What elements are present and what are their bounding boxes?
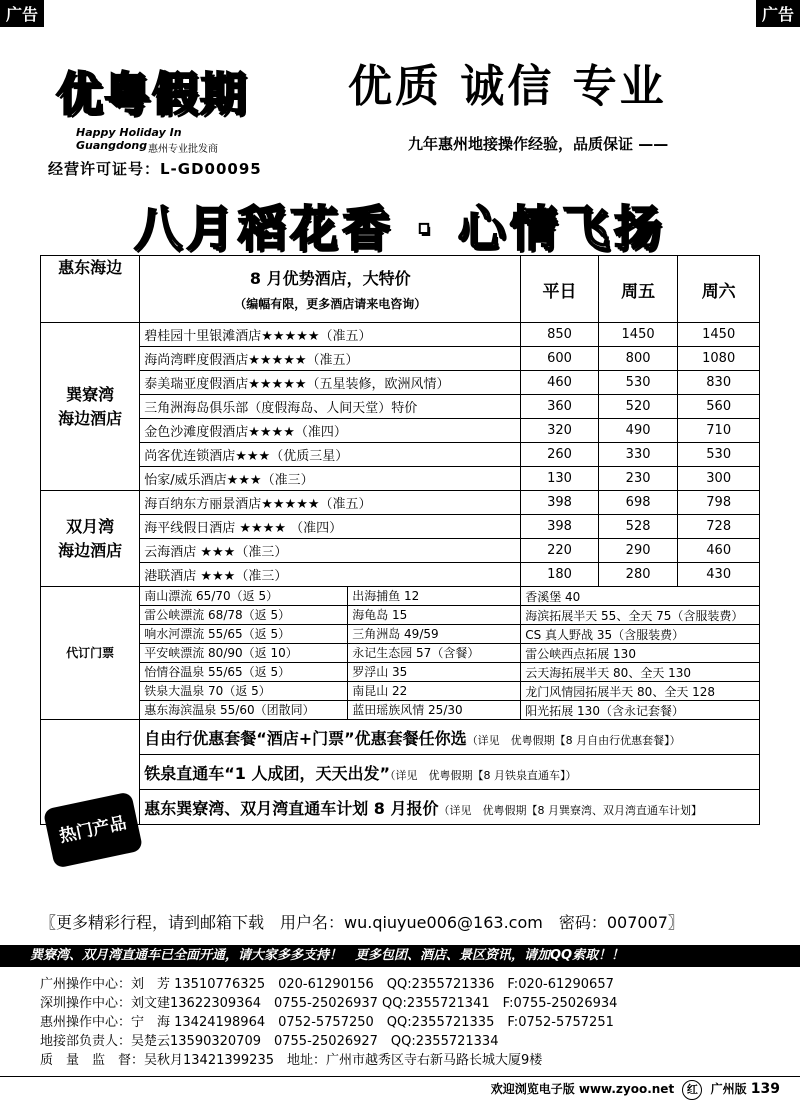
price-friday: 800	[598, 347, 678, 371]
page-number: 139	[750, 1081, 780, 1097]
promo-item	[140, 790, 760, 825]
hotel-name: 海百纳东方丽景酒店★★★★★（准五）	[140, 491, 521, 515]
ticket-row	[41, 625, 760, 644]
ticket-item: 雷公峡漂流 68/78（返 5）	[140, 606, 348, 624]
promo-item	[140, 755, 760, 790]
hotel-name: 碧桂园十里银滩酒店★★★★★（准五）	[140, 323, 521, 347]
price-saturday: 798	[678, 491, 760, 515]
hotel-row	[41, 323, 760, 347]
promo-row	[41, 755, 760, 790]
ad-tag-left: 广告	[0, 0, 44, 27]
promo-detail: （详见 优粤假期【8 月铁泉直通车】）	[389, 768, 577, 782]
price-friday: 290	[598, 539, 678, 563]
hotel-name: 三角洲海岛俱乐部（度假海岛、人间天堂）特价	[140, 395, 521, 419]
ticket-pair	[140, 682, 521, 701]
ticket-item: 雷公峡西点拓展 130	[521, 644, 760, 663]
contact-list	[40, 975, 617, 1070]
price-friday: 490	[598, 419, 678, 443]
price-saturday: 530	[678, 443, 760, 467]
region-label: 惠东海边	[41, 256, 140, 323]
ticket-item: 海滨拓展半天 55、全天 75（含服装费）	[521, 606, 760, 625]
ticket-row	[41, 644, 760, 663]
ticket-item: 海龟岛 15	[352, 608, 408, 622]
ticket-item: CS 真人野战 35（含服装费）	[521, 625, 760, 644]
ticket-pair	[140, 663, 521, 682]
price-friday: 520	[598, 395, 678, 419]
hotel-name: 云海酒店 ★★★（准三）	[140, 539, 521, 563]
price-weekday: 398	[521, 515, 599, 539]
page-footer	[491, 1080, 780, 1100]
price-friday: 280	[598, 563, 678, 587]
price-saturday: 460	[678, 539, 760, 563]
ticket-pair	[140, 701, 521, 720]
ticket-item: 永记生态园 57（含餐）	[352, 646, 480, 660]
ticket-item: 出海捕鱼 12	[352, 589, 420, 603]
ticket-item: 香溪堡 40	[521, 587, 760, 606]
price-friday: 530	[598, 371, 678, 395]
ticket-item: 平安峡漂流 80/90（返 10）	[140, 644, 348, 662]
price-friday: 230	[598, 467, 678, 491]
promo-row	[41, 720, 760, 755]
price-weekday: 260	[521, 443, 599, 467]
price-weekday: 360	[521, 395, 599, 419]
hotel-row	[41, 371, 760, 395]
price-weekday: 130	[521, 467, 599, 491]
ticket-item: 南昆山 22	[352, 684, 408, 698]
slogan: 优质 诚信 专业	[348, 61, 667, 112]
col-saturday: 周六	[678, 256, 760, 323]
price-weekday: 398	[521, 491, 599, 515]
ticket-item: 罗浮山 35	[352, 665, 408, 679]
ticket-item: 三角洲岛 49/59	[352, 627, 439, 641]
price-saturday: 1450	[678, 323, 760, 347]
logo-text: 优粤假期	[56, 67, 248, 121]
price-saturday: 830	[678, 371, 760, 395]
license-number: 经营许可证号：L-GD00095	[48, 160, 262, 178]
hotel-row	[41, 515, 760, 539]
ticket-row	[41, 701, 760, 720]
hotel-name: 海平线假日酒店 ★★★★ （准四）	[140, 515, 521, 539]
ticket-item: 云天海拓展半天 80、全天 130	[521, 663, 760, 682]
promo-title: 自由行优惠套餐“酒店+门票”优惠套餐任你选	[144, 728, 467, 748]
footer-site: 欢迎浏览电子版 www.zyoo.net	[490, 1082, 675, 1096]
footer-edition: 广州版	[710, 1082, 747, 1096]
price-saturday: 560	[678, 395, 760, 419]
hotel-row	[41, 539, 760, 563]
ticket-row	[41, 606, 760, 625]
ticket-pair	[140, 644, 521, 663]
logo-english: Happy Holiday In Guangdong	[76, 126, 182, 152]
table-title: 8 月优势酒店，大特价	[249, 269, 411, 288]
promo-row	[41, 790, 760, 825]
hotel-name: 海尚湾畔度假酒店★★★★★（准五）	[140, 347, 521, 371]
hotel-row	[41, 443, 760, 467]
contact-line: 广州操作中心：刘 芳 13510776325 020-61290156 QQ:2355721336 F:020-61290657	[40, 977, 614, 992]
hot-products-badge: 热门产品	[43, 791, 144, 868]
price-weekday: 220	[521, 539, 599, 563]
notice-banner: 巽寮湾、双月湾直通车已全面开通，请大家多多支持！ 更多包团、酒店、景区资讯，请加QQ索取！！	[0, 945, 800, 967]
contact-line: 地接部负责人：吴楚云13590320709 0755-25026927 QQ:2355721334	[40, 1034, 499, 1049]
hotel-row	[41, 419, 760, 443]
price-friday: 698	[598, 491, 678, 515]
hotel-row	[41, 491, 760, 515]
hotel-name: 泰美瑞亚度假酒店★★★★★（五星装修，欧洲风情）	[140, 371, 521, 395]
hotel-name: 尚客优连锁酒店★★★（优质三星）	[140, 443, 521, 467]
price-friday: 1450	[598, 323, 678, 347]
ticket-item: 龙门风情园拓展半天 80、全天 128	[521, 682, 760, 701]
hotel-row	[41, 395, 760, 419]
ticket-pair	[140, 625, 521, 644]
group-label: 巽寮湾 海边酒店	[41, 323, 140, 491]
col-weekday: 平日	[521, 256, 599, 323]
promo-detail: （详见 优粤假期【8 月自由行优惠套餐】）	[466, 733, 681, 747]
table-note: （编幅有限，更多酒店请来电咨询）	[234, 297, 427, 311]
price-saturday: 1080	[678, 347, 760, 371]
hotel-row	[41, 467, 760, 491]
ticket-item: 阳光拓展 130（含永记套餐）	[521, 701, 760, 720]
price-weekday: 180	[521, 563, 599, 587]
col-friday: 周五	[598, 256, 678, 323]
price-weekday: 460	[521, 371, 599, 395]
ticket-item: 惠东海滨温泉 55/60（团散同）	[140, 701, 348, 719]
headline: 八月稻花香 · 心情飞扬	[134, 201, 666, 257]
group-label: 双月湾 海边酒店	[41, 491, 140, 587]
price-friday: 330	[598, 443, 678, 467]
price-weekday: 320	[521, 419, 599, 443]
price-saturday: 300	[678, 467, 760, 491]
price-friday: 528	[598, 515, 678, 539]
download-info: 〖更多精彩行程，请到邮箱下载 用户名：wu.qiuyue006@163.com 密码：007007〗	[40, 913, 684, 932]
price-weekday: 850	[521, 323, 599, 347]
hotel-name: 金色沙滩度假酒店★★★★（准四）	[140, 419, 521, 443]
price-table	[40, 255, 760, 825]
ticket-pair	[140, 587, 521, 606]
hotel-name: 港联酒店 ★★★（准三）	[140, 563, 521, 587]
promo-item	[140, 720, 760, 755]
price-weekday: 600	[521, 347, 599, 371]
ticket-row	[41, 682, 760, 701]
logo-subtitle: 惠州专业批发商	[148, 144, 218, 155]
ticket-row	[41, 663, 760, 682]
hotel-row	[41, 347, 760, 371]
price-saturday: 728	[678, 515, 760, 539]
ticket-item: 响水河漂流 55/65（返 5）	[140, 625, 348, 643]
contact-line: 惠州操作中心：宁 海 13424198964 0752-5757250 QQ:2355721335 F:0752-5757251	[40, 1015, 614, 1030]
price-saturday: 710	[678, 419, 760, 443]
table-title-cell	[140, 256, 521, 323]
ticket-item: 南山漂流 65/70（返 5）	[140, 587, 348, 605]
tickets-label: 代订门票	[41, 587, 140, 720]
ticket-item: 蓝田瑶族风情 25/30	[352, 703, 463, 717]
hotel-name: 怡家/威乐酒店★★★（准三）	[140, 467, 521, 491]
contact-line: 深圳操作中心：刘文建13622309364 0755-25026937 QQ:2355721341 F:0755-25026934	[40, 996, 618, 1011]
footer-rule	[0, 1076, 800, 1077]
ticket-pair	[140, 606, 521, 625]
promo-title: 铁泉直通车“1 人成团，天天出发”	[144, 763, 390, 783]
ticket-item: 铁泉大温泉 70（返 5）	[140, 682, 348, 700]
ad-tag-right: 广告	[756, 0, 800, 27]
price-saturday: 430	[678, 563, 760, 587]
ticket-row	[41, 587, 760, 606]
promo-detail: （详见 优粤假期【8 月巽寮湾、双月湾直通车计划】	[438, 803, 703, 817]
magazine-icon: 红	[682, 1080, 702, 1100]
promo-title: 惠东巽寮湾、双月湾直通车计划 8 月报价	[144, 798, 439, 818]
contact-line: 质 量 监 督：吴秋月13421399235 地址：广州市越秀区寺右新马路长城大厦9楼	[40, 1053, 543, 1068]
ticket-item: 怡情谷温泉 55/65（返 5）	[140, 663, 348, 681]
experience-line: 九年惠州地接操作经验，品质保证 ——	[408, 135, 669, 153]
hotel-row	[41, 563, 760, 587]
